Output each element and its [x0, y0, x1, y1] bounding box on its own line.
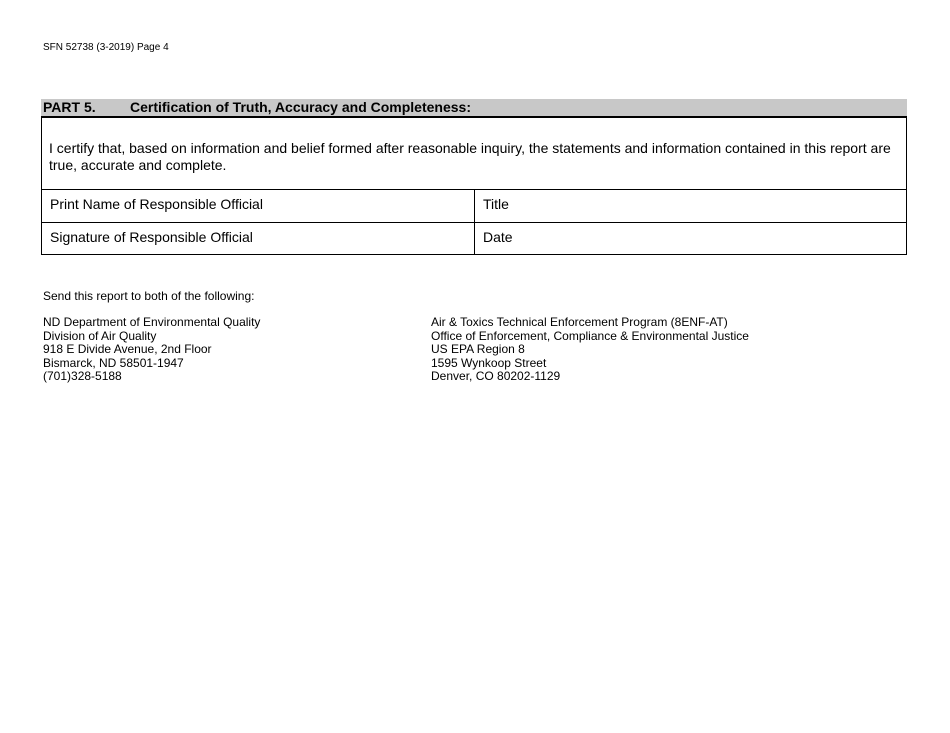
- address-line: ND Department of Environmental Quality: [43, 315, 261, 329]
- certification-box: [41, 116, 907, 255]
- address-line: Bismarck, ND 58501-1947: [43, 355, 184, 370]
- nd-address: [43, 316, 260, 384]
- address-line: Division of Air Quality: [43, 328, 157, 343]
- address-line: US EPA Region 8: [431, 342, 525, 357]
- signature-label: Signature of Responsible Official: [50, 229, 253, 245]
- address-line: 918 E Divide Avenue, 2nd Floor: [43, 342, 212, 357]
- phone-number: (701)328-5188: [43, 369, 122, 384]
- date-label: Date: [483, 229, 513, 245]
- title-label: Title: [483, 196, 509, 212]
- epa-address: [431, 316, 749, 384]
- address-line: Office of Enforcement, Compliance & Environmental Justice: [431, 328, 749, 343]
- date-field[interactable]: [475, 223, 906, 255]
- address-line: Air & Toxics Technical Enforcement Program (8ENF-AT): [431, 315, 728, 329]
- part-label: PART 5.: [43, 99, 96, 115]
- signature-date-row: [42, 222, 906, 255]
- title-field[interactable]: [475, 190, 906, 222]
- part-header: [41, 99, 907, 116]
- name-title-row: [42, 189, 906, 222]
- send-instructions: Send this report to both of the following:: [43, 289, 255, 303]
- address-line: 1595 Wynkoop Street: [431, 355, 547, 370]
- part-title: Certification of Truth, Accuracy and Completeness:: [130, 99, 471, 115]
- certification-statement: I certify that, based on information and belief formed after reasonable inquiry, the statements and information contained in this report are true, accurate and complete.: [49, 140, 891, 173]
- form-id: SFN 52738 (3-2019) Page 4: [43, 42, 169, 53]
- address-line: Denver, CO 80202-1129: [431, 369, 561, 384]
- print-name-field[interactable]: [42, 190, 475, 222]
- signature-field[interactable]: [42, 223, 475, 255]
- print-name-label: Print Name of Responsible Official: [50, 196, 263, 212]
